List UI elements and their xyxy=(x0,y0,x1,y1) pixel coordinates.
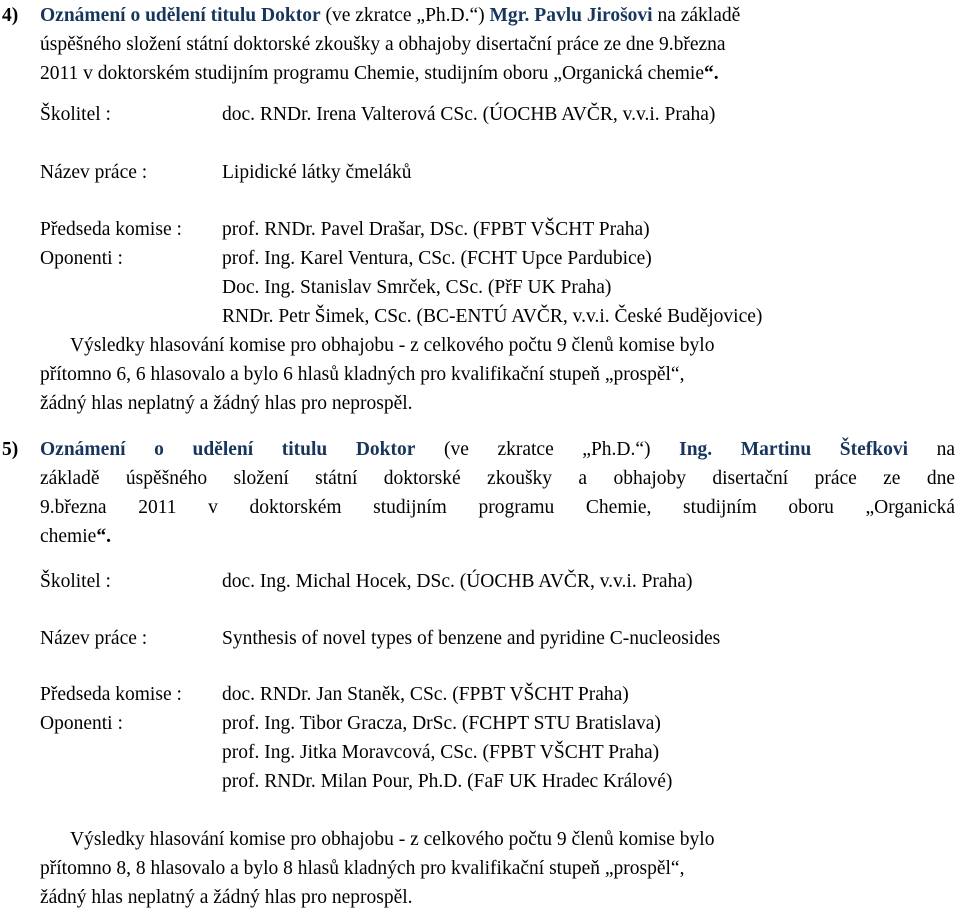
s4-number: 4) xyxy=(2,5,19,26)
s4-program: 2011 v doktorském studijním programu Chemie, studijním oboru „Organická chemie xyxy=(40,63,704,84)
s4-heading-line3 xyxy=(40,64,719,84)
s4-heading-line2: úspěšného složení státní doktorské zkoušky a obhajoby disertační práce ze dne 9.března xyxy=(40,34,726,55)
s5-thesis-title: Synthesis of novel types of benzene and pyridine C-nucleosides xyxy=(222,628,721,649)
s5-opponents-label: Oponenti : xyxy=(40,713,123,734)
s5-recipient: Ing. Martinu Štefkovi xyxy=(679,439,908,460)
s5-heading-line4 xyxy=(40,527,111,547)
s5-chair: doc. RNDr. Jan Staněk, CSc. (FPBT VŠCHT Praha) xyxy=(222,684,629,705)
s4-heading-line1 xyxy=(40,6,740,26)
s4-quote-close: “. xyxy=(703,63,719,84)
s4-abbrev: (ve zkratce „Ph.D.“) xyxy=(320,5,490,26)
s5-heading-line1 xyxy=(40,440,955,460)
s5-vote-line2: přítomno 8, 8 hlasovalo a bylo 8 hlasů kladných pro kvalifikační stupeň „prospěl“, xyxy=(40,858,685,879)
s5-vote-line1: Výsledky hlasování komise pro obhajobu - z celkového počtu 9 členů komise bylo xyxy=(70,829,715,850)
s4-vote-line2: přítomno 6, 6 hlasovalo a bylo 6 hlasů kladných pro kvalifikační stupeň „prospěl“, xyxy=(40,364,685,385)
s4-thesis-title: Lipidické látky čmeláků xyxy=(222,162,412,183)
s4-opponent: RNDr. Petr Šimek, CSc. (BC-ENTÚ AVČR, v.v.i. České Budějovice) xyxy=(222,306,763,327)
s5-vote-line3: žádný hlas neplatný a žádný hlas pro neprospěl. xyxy=(40,887,413,908)
s5-quote-close: “. xyxy=(96,526,111,547)
s4-chair: prof. RNDr. Pavel Drašar, DSc. (FPBT VŠCHT Praha) xyxy=(222,219,650,240)
s5-opponent: prof. Ing. Jitka Moravcová, CSc. (FPBT VŠCHT Praha) xyxy=(222,742,660,763)
s5-field-end: chemie xyxy=(40,526,97,547)
s5-abbrev: (ve zkratce „Ph.D.“) xyxy=(415,439,680,460)
s4-chair-label: Předseda komise : xyxy=(40,219,182,240)
s5-title-label: Název práce : xyxy=(40,628,148,649)
s5-number: 5) xyxy=(2,439,19,460)
s5-chair-label: Předseda komise : xyxy=(40,684,182,705)
s4-vote-line1: Výsledky hlasování komise pro obhajobu - z celkového počtu 9 členů komise bylo xyxy=(70,335,715,356)
s4-opponent: prof. Ing. Karel Ventura, CSc. (FCHT Upce Pardubice) xyxy=(222,248,652,269)
s5-heading-tail: na xyxy=(908,439,955,460)
s4-opponent: Doc. Ing. Stanislav Smrček, CSc. (PřF UK Praha) xyxy=(222,277,612,298)
s5-supervisor: doc. Ing. Michal Hocek, DSc. (ÚOCHB AVČR, v.v.i. Praha) xyxy=(222,571,693,592)
s4-announcement-title: Oznámení o udělení titulu Doktor xyxy=(40,5,321,26)
s4-title-label: Název práce : xyxy=(40,162,148,183)
s4-recipient: Mgr. Pavlu Jirošovi xyxy=(489,5,653,26)
s5-supervisor-label: Školitel : xyxy=(40,571,111,592)
s5-heading-line2: základě úspěšného složení státní doktorské zkoušky a obhajoby disertační práce ze dne xyxy=(40,468,955,489)
s4-supervisor-label: Školitel : xyxy=(40,104,111,125)
s4-supervisor: doc. RNDr. Irena Valterová CSc. (ÚOCHB AVČR, v.v.i. Praha) xyxy=(222,104,716,125)
s4-opponents-label: Oponenti : xyxy=(40,248,123,269)
s5-opponent: prof. Ing. Tibor Gracza, DrSc. (FCHPT STU Bratislava) xyxy=(222,713,661,734)
s4-vote-line3: žádný hlas neplatný a žádný hlas pro neprospěl. xyxy=(40,393,413,414)
s5-announcement-title: Oznámení o udělení titulu Doktor xyxy=(40,439,416,460)
s4-heading-tail: na základě xyxy=(652,5,741,26)
s5-opponent: prof. RNDr. Milan Pour, Ph.D. (FaF UK Hradec Králové) xyxy=(222,771,673,792)
s5-heading-line3: 9.března 2011 v doktorském studijním programu Chemie, studijním oboru „Organická xyxy=(40,497,955,518)
